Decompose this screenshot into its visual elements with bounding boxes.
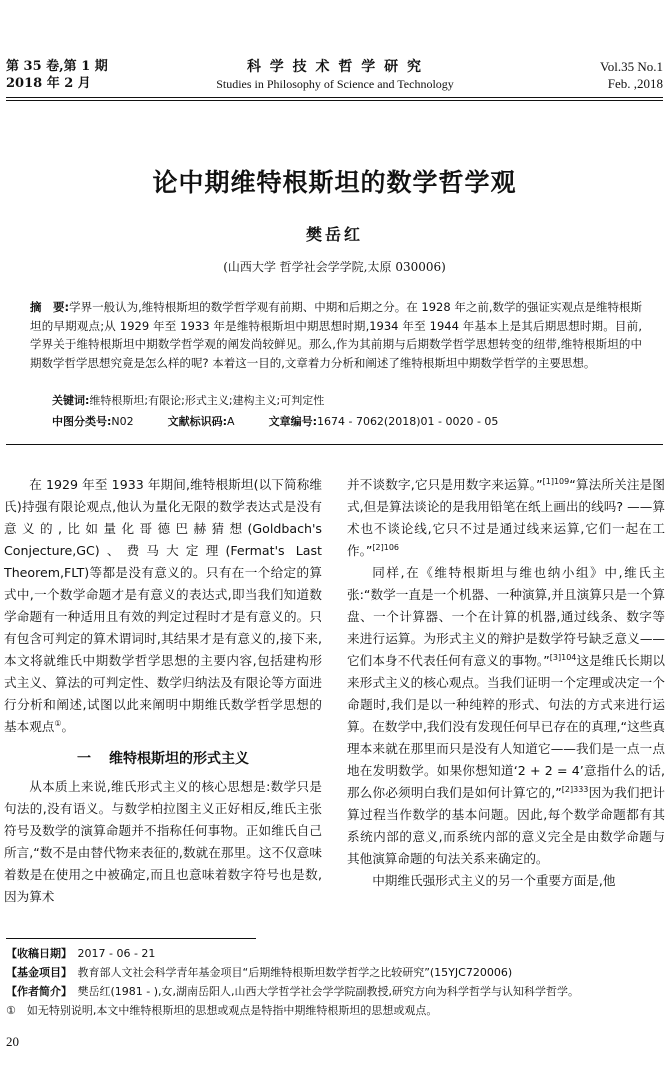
- footnote-mark[interactable]: ①: [54, 718, 62, 728]
- footnote-1: [6, 1001, 656, 1020]
- paragraph-end: 。: [61, 719, 75, 734]
- header-right: [600, 58, 663, 92]
- clc-label: 中图分类号:: [52, 415, 112, 428]
- doc-code-label: 文献标识码:: [167, 415, 228, 428]
- received-label: 【收稿日期】: [6, 947, 67, 960]
- paragraph-text: 中期维氏强形式主义的另一个重要方面是,他: [372, 873, 616, 888]
- clc-value: N02: [111, 415, 134, 428]
- article-no-value: 1674 - 7062(2018)01 - 0020 - 05: [316, 415, 499, 428]
- footnote-1-mark: ①: [6, 1004, 16, 1017]
- bio-label: 【作者简介】: [6, 985, 67, 998]
- body-column-left: [4, 474, 322, 908]
- citation[interactable]: [2]106: [372, 542, 400, 552]
- journal-title-en: Studies in Philosophy of Science and Technology: [216, 77, 454, 91]
- received-date: [6, 944, 656, 963]
- keywords: [52, 392, 642, 408]
- abstract-separator: [6, 444, 663, 445]
- keywords-label: 关键词:: [52, 394, 90, 407]
- fund-value: 教育部人文社会科学青年基金项目“后期维特根斯坦数学哲学之比较研究”(15YJC720006): [77, 966, 513, 979]
- paragraph-text: “算法所关注是图式,但是算法谈论的是我用铅笔在纸上画出的线吗? ——算术也不谈论线,它只不过是通过线来运算,它们一起在工作。”: [347, 477, 665, 558]
- header-left: [6, 58, 108, 92]
- paragraph: [347, 562, 665, 870]
- paragraph-text: 从本质上来说,维氏形式主义的核心思想是:数学只是句法的,没有语义。与数学柏拉图主义正好相反,维氏主张符号及数学的演算命题并不指称任何事物。正如维氏自己所言,“数不是由替代物来表征的,数就在那里。这不仅意味着数是在使用之中被确定,而且也意味着数字符号也是数,因为算术: [4, 779, 322, 904]
- paragraph-text: 在 1929 年至 1933 年期间,维特根斯坦(以下简称维氏)持强有限论观点,他认为量化无限的数学表达式是没有意义的,比如量化哥德巴赫猜想(Goldbach's Conjecture,GC)、费马大定理(Fermat's Last Theorem,FLT)等都是没有意义的。只有在一个给定的算式中,一个数学命题才是有意义的表达式,即当我们知道数学命题有一种适用且有效的判定过程时才是有意义的。只有包含可判定的算术谓词时,其结果才是有意义的,接下来,本文将就维氏中期数学哲学思想的主要内容,包括建构形式主义、算法的可判定性、数学归纳法及有限论等方面进行分析和阐述,试图以此来阐明中期维氏数学哲学思想的基本观点: [4, 477, 322, 734]
- footnote-1-text: 如无特别说明,本文中维特根斯坦的思想或观点是特指中期维特根斯坦的思想或观点。: [26, 1004, 438, 1017]
- header-rule-thin: [6, 100, 663, 101]
- footnote-rule: [6, 938, 256, 939]
- running-header: [0, 0, 669, 100]
- abstract: [30, 298, 642, 372]
- author-affiliation: (山西大学 哲学社会学学院,太原 030006): [223, 260, 446, 274]
- section-title: 维特根斯坦的形式主义: [109, 751, 249, 767]
- received-value: 2017 - 06 - 21: [77, 947, 156, 960]
- section-number: 一: [77, 751, 91, 767]
- paragraph-text: 这是维氏长期以来形式主义的核心观点。当我们证明一个定理或决定一个命题时,我们是以一种纯粹的形式、句法的方式来进行运算。在数学中,我们没有发现任何早已存在的真理,“这些真理本来就在那里而只是没有人知道它——我们是一点一点地在发明数学。如果你想知道‘2 + 2 = 4’意指什么的话,那么你必须明白我们是如何计算它的,”: [347, 653, 666, 800]
- paragraph-text: 同样,在《维特根斯坦与维也纳小组》中,维氏主张:“数学一直是一个机器、一种演算,并且演算只是一个算盘、一个计算器、一个在计算的机器,通过线条、数字等来进行运算。为形式主义的辩护是数学符号缺乏意义——它们本身不代表任何有意义的事物。”: [347, 565, 665, 668]
- header-rule: [6, 97, 663, 98]
- body-column-right: [347, 474, 665, 892]
- bio-value: 樊岳红(1981 - ),女,湖南岳阳人,山西大学哲学社会学学院副教授,研究方向为科学哲学与认知科学哲学。: [77, 985, 580, 998]
- paragraph: [347, 870, 665, 892]
- header-center: [170, 58, 500, 92]
- citation[interactable]: [1]109: [542, 476, 570, 486]
- volume-en: Vol.35 No.1: [600, 59, 663, 74]
- citation[interactable]: [2]333: [561, 784, 589, 794]
- doc-code-value: A: [227, 415, 235, 428]
- footnotes: [6, 944, 656, 1020]
- article-title: 论中期维特根斯坦的数学哲学观: [152, 168, 517, 197]
- abstract-label: 摘 要:: [30, 300, 70, 314]
- page-number: 20: [6, 1034, 19, 1049]
- paragraph: [4, 776, 322, 908]
- fund-info: [6, 963, 656, 982]
- article-no-label: 文章编号:: [268, 415, 317, 428]
- journal-title-cn: 科 学 技 术 哲 学 研 究: [246, 59, 424, 75]
- keywords-text: 维特根斯坦;有限论;形式主义;建构主义;可判定性: [89, 394, 325, 407]
- author-bio: [6, 982, 656, 1001]
- date-cn: 2018 年 2 月: [6, 76, 91, 91]
- paragraph-text: 因为我们把计算过程当作数学的基本问题。因此,每个数学命题都有其系统内部的意义,而系统内部的意义完全是由数学命题与其他演算命题的句法关系来确定的。: [347, 785, 666, 866]
- paragraph-text: 并不谈数字,它只是用数字来运算。”: [347, 477, 543, 492]
- section-heading: [4, 748, 322, 770]
- abstract-text: 学界一般认为,维特根斯坦的数学哲学观有前期、中期和后期之分。在 1928 年之前,数学的强证实观点是维特根斯坦的早期观点;从 1929 年至 1933 年是维特根斯坦中期思想时期,1934 年至 1944 年基本上是其后期思想时期。目前,学界关于维特根斯坦中期数学哲学观的阐发尚较鲜见。那么,作为其前期与后期数学哲学思想转变的纽带,维特根斯坦的中期数学哲学思想究竟是怎么样的呢? 本着这一目的,文章着力分析和阐述了维特根斯坦中期数学哲学的主要思想。: [30, 300, 642, 370]
- classification-line: [52, 413, 642, 429]
- citation[interactable]: [3]104: [549, 652, 577, 662]
- paragraph: [347, 474, 665, 562]
- author-name: 樊岳红: [305, 225, 363, 244]
- issue-cn: 第 35 卷,第 1 期: [6, 59, 108, 74]
- date-en: Feb. ,2018: [607, 76, 663, 91]
- paragraph: [4, 474, 322, 738]
- fund-label: 【基金项目】: [6, 966, 67, 979]
